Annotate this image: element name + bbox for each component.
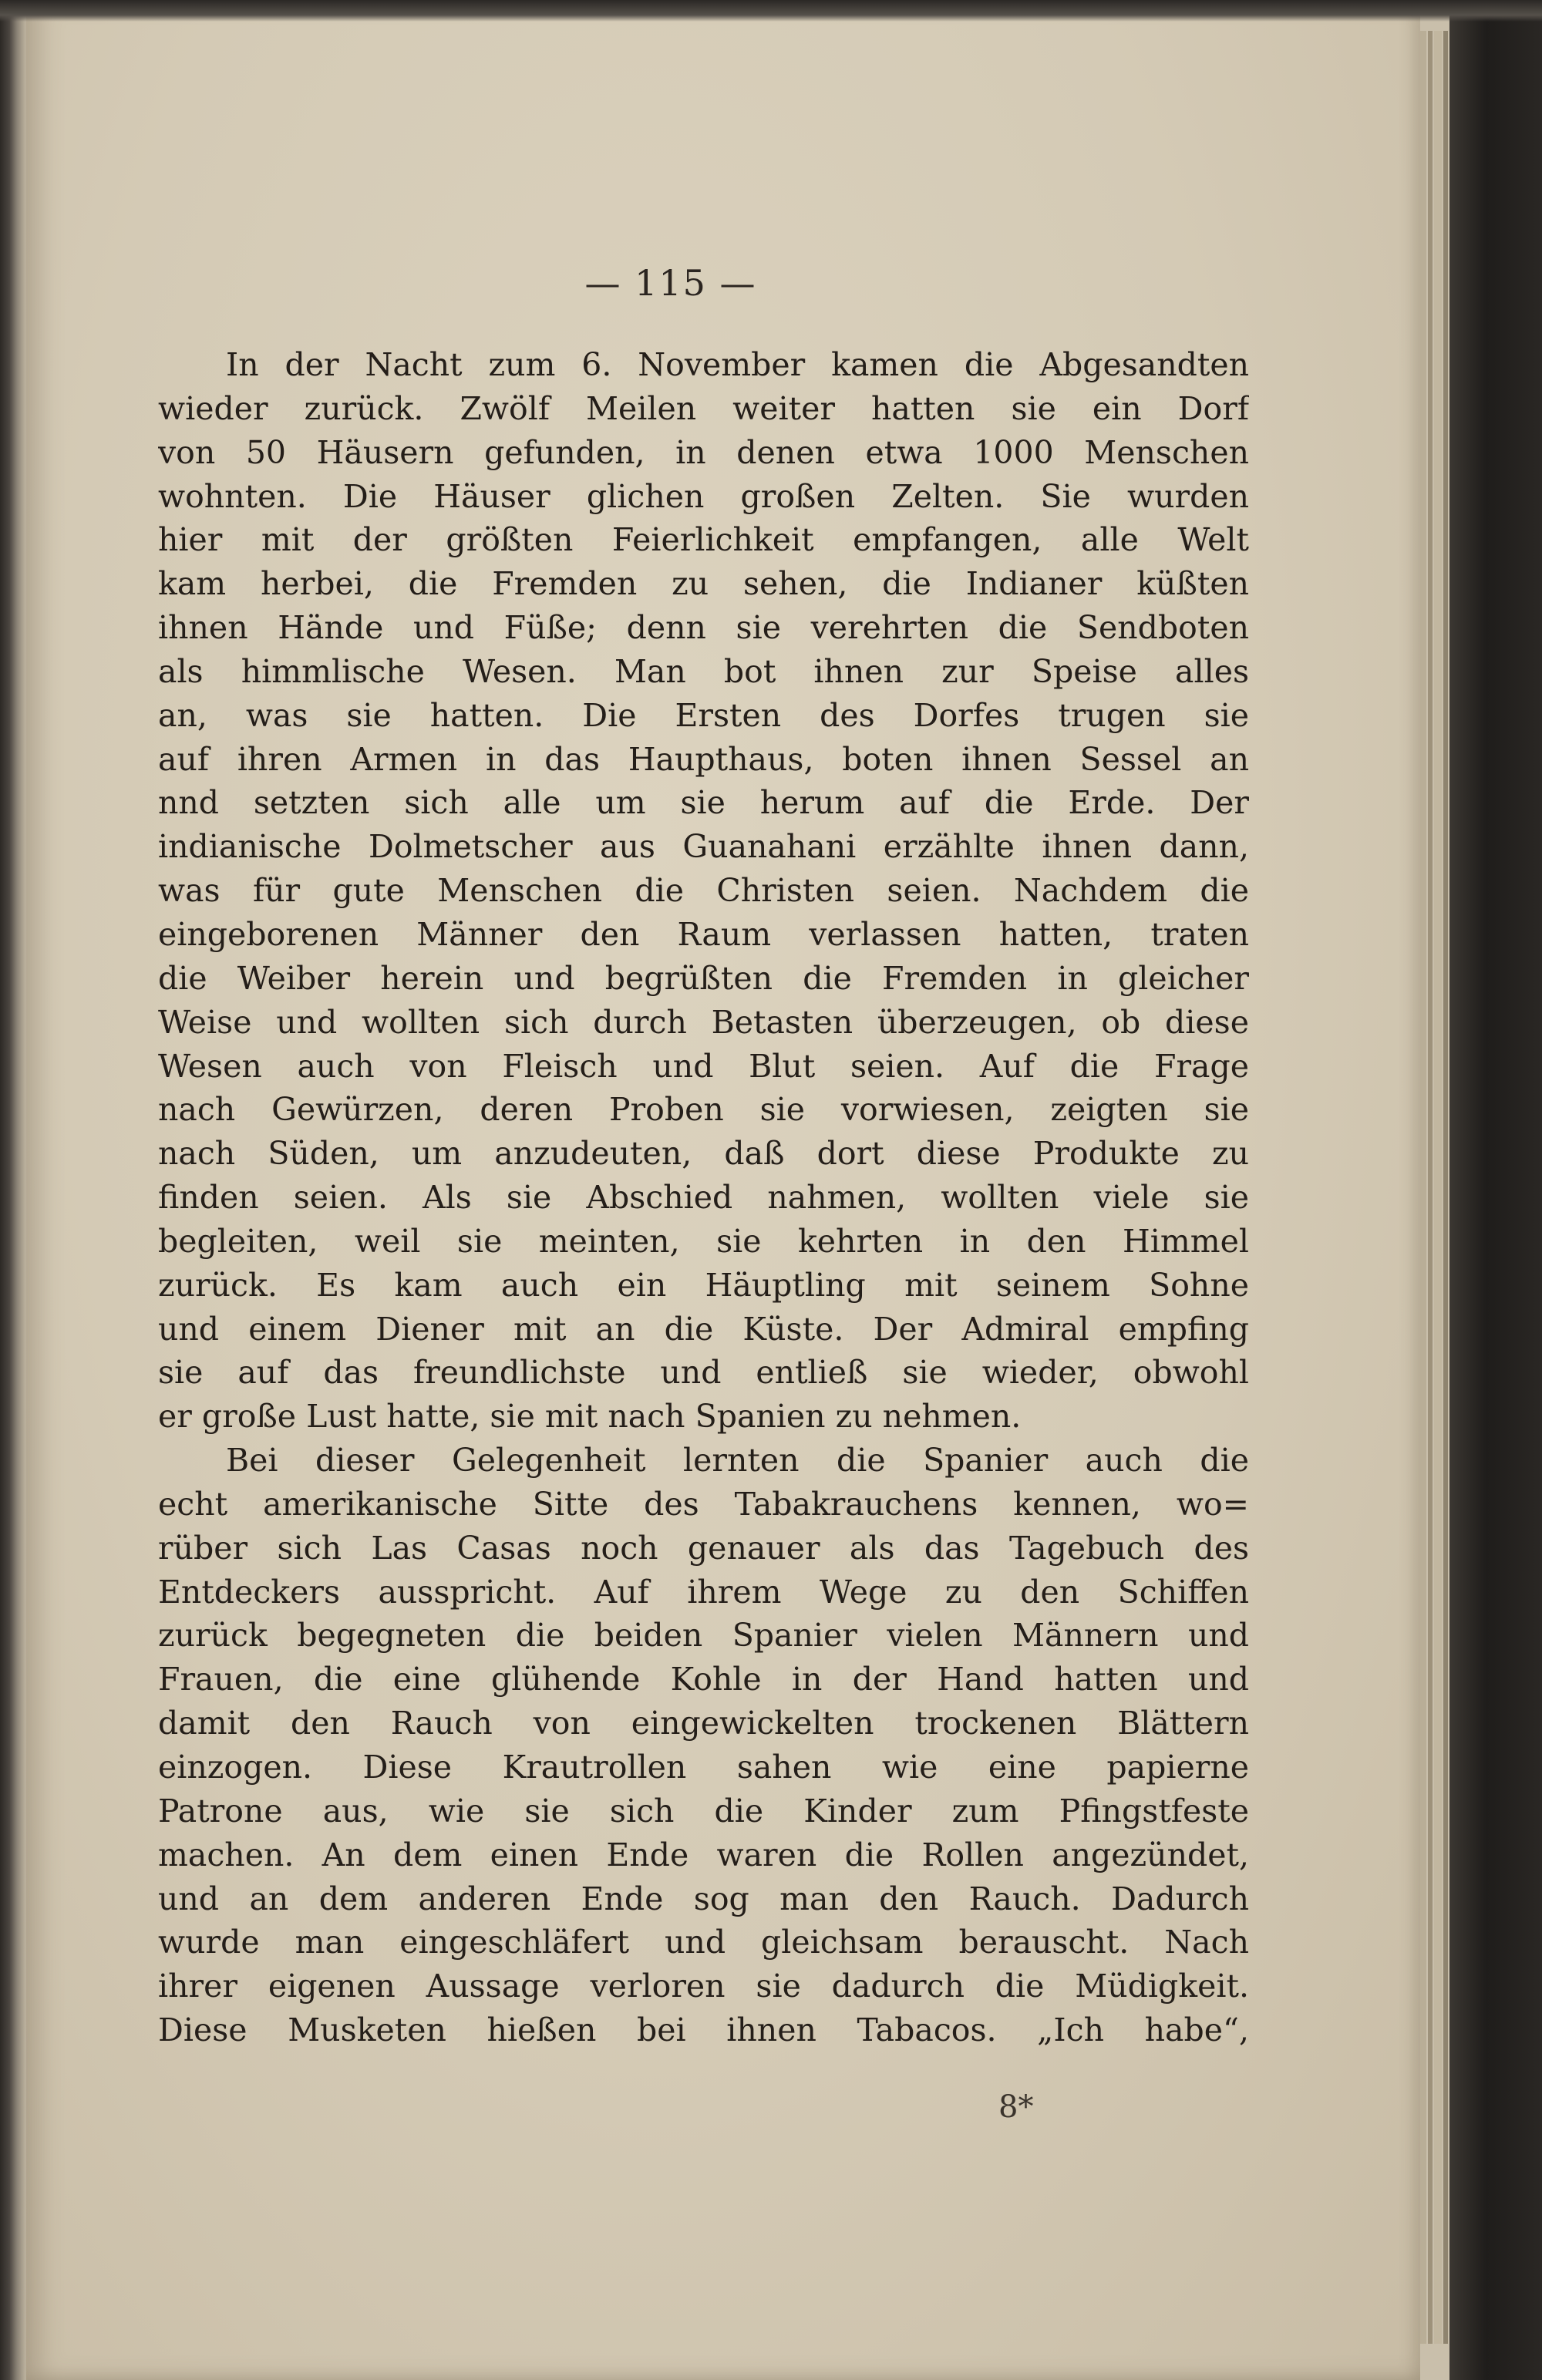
- text-line: Weise und wollten sich durch Betasten überzeugen, ob diese: [158, 1003, 1249, 1041]
- text-line: und einem Diener mit an die Küste. Der Admiral empfing: [158, 1310, 1249, 1348]
- text-line: machen. An dem einen Ende waren die Rollen angezündet,: [158, 1836, 1249, 1873]
- page-edge: [1443, 31, 1448, 2344]
- book-cover: [1449, 0, 1542, 2380]
- page-edge: [1420, 31, 1426, 2344]
- text-line: kam herbei, die Fremden zu sehen, die Indianer küßten: [158, 565, 1249, 603]
- body-text: [158, 343, 1249, 2052]
- text-line: ihrer eigenen Aussage verloren sie dadurch die Müdigkeit.: [158, 1968, 1249, 2005]
- text-line: rüber sich Las Casas noch genauer als das Tagebuch des: [158, 1529, 1249, 1567]
- text-line: zurück begegneten die beiden Spanier vielen Männern und: [158, 1617, 1249, 1655]
- text-line: was für gute Menschen die Christen seien. Nachdem die: [158, 872, 1249, 910]
- page-number-header: — 115 —: [584, 262, 757, 304]
- text-line: begleiten, weil sie meinten, sie kehrten in den Himmel: [158, 1222, 1249, 1260]
- text-line: indianische Dolmetscher aus Guanahani erzählte ihnen dann,: [158, 828, 1249, 866]
- text-line: ihnen Hände und Füße; denn sie verehrten die Sendboten: [158, 609, 1249, 647]
- text-line: auf ihren Armen in das Haupthaus, boten ihnen Sessel an: [158, 740, 1249, 778]
- text-line: echt amerikanische Sitte des Tabakrauchens kennen, wo=: [158, 1485, 1249, 1523]
- text-line: hier mit der größten Feierlichkeit empfangen, alle Welt: [158, 521, 1249, 559]
- text-line: nnd setzten sich alle um sie herum auf die Erde. Der: [158, 784, 1249, 822]
- text-line: wieder zurück. Zwölf Meilen weiter hatten sie ein Dorf: [158, 389, 1249, 427]
- text-line: finden seien. Als sie Abschied nahmen, wollten viele sie: [158, 1179, 1249, 1217]
- signature-mark: 8*: [998, 2089, 1034, 2125]
- text-line: an, was sie hatten. Die Ersten des Dorfes trugen sie: [158, 696, 1249, 734]
- text-line: eingeborenen Männer den Raum verlassen hatten, traten: [158, 915, 1249, 953]
- text-line: zurück. Es kam auch ein Häuptling mit seinem Sohne: [158, 1266, 1249, 1304]
- text-line: und an dem anderen Ende sog man den Rauch. Dadurch: [158, 1880, 1249, 1917]
- text-line: Patrone aus, wie sie sich die Kinder zum Pfingstfeste: [158, 1792, 1249, 1830]
- text-line: Diese Musketen hießen bei ihnen Tabacos. „Ich habe“,: [158, 2011, 1249, 2049]
- text-line: In der Nacht zum 6. November kamen die Abgesandten: [226, 346, 1249, 383]
- text-line: die Weiber herein und begrüßten die Fremden in gleicher: [158, 959, 1249, 997]
- text-line: von 50 Häusern gefunden, in denen etwa 1000 Menschen: [158, 433, 1249, 471]
- text-line: sie auf das freundlichste und entließ sie wieder, obwohl: [158, 1354, 1249, 1392]
- text-line: nach Süden, um anzudeuten, daß dort diese Produkte zu: [158, 1135, 1249, 1173]
- top-shadow: [0, 0, 1542, 22]
- text-line: Frauen, die eine glühende Kohle in der Hand hatten und: [158, 1661, 1249, 1698]
- text-line: wurde man eingeschläfert und gleichsam berauscht. Nach: [158, 1924, 1249, 1961]
- text-line: Bei dieser Gelegenheit lernten die Spanier auch die: [226, 1442, 1249, 1480]
- page-edge: [1428, 31, 1433, 2344]
- text-line: damit den Rauch von eingewickelten trockenen Blättern: [158, 1705, 1249, 1742]
- text-line: er große Lust hatte, sie mit nach Spanien zu nehmen.: [158, 1398, 1022, 1436]
- page-edge: [1434, 31, 1442, 2344]
- text-line: Wesen auch von Fleisch und Blut seien. Auf die Frage: [158, 1047, 1249, 1085]
- text-line: einzogen. Diese Krautrollen sahen wie eine papierne: [158, 1749, 1249, 1786]
- text-line: wohnten. Die Häuser glichen großen Zelten. Sie wurden: [158, 477, 1249, 515]
- text-line: nach Gewürzen, deren Proben sie vorwiesen, zeigten sie: [158, 1091, 1249, 1129]
- text-line: Entdeckers ausspricht. Auf ihrem Wege zu den Schiffen: [158, 1573, 1249, 1611]
- text-line: als himmlische Wesen. Man bot ihnen zur Speise alles: [158, 652, 1249, 690]
